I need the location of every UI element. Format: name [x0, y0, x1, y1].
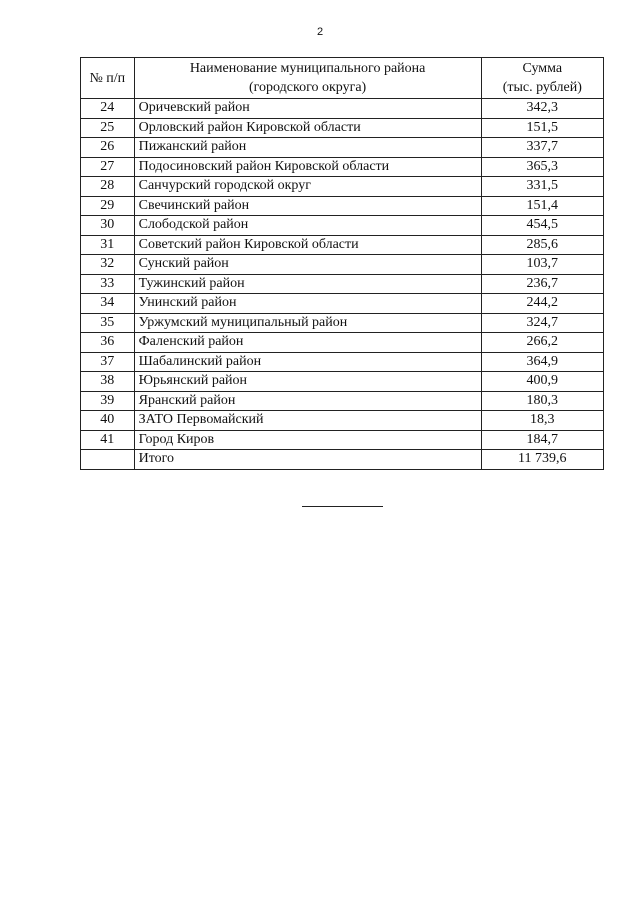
- row-sum: 324,7: [481, 313, 603, 333]
- row-district-name: Орловский район Кировской области: [134, 118, 481, 138]
- header-district-name: [134, 58, 481, 99]
- table-row: [81, 99, 604, 119]
- table-row: [81, 255, 604, 275]
- row-sum: 285,6: [481, 235, 603, 255]
- table-row: [81, 177, 604, 197]
- table-row: [81, 118, 604, 138]
- header-number: № п/п: [81, 58, 135, 99]
- table-row: [81, 372, 604, 392]
- row-district-name: Санчурский городской округ: [134, 177, 481, 197]
- row-sum: 244,2: [481, 294, 603, 314]
- row-sum: 342,3: [481, 99, 603, 119]
- row-district-name: Унинский район: [134, 294, 481, 314]
- total-label: Итого: [134, 450, 481, 470]
- table-row: [81, 430, 604, 450]
- closing-separator-line: [302, 506, 383, 507]
- row-number: 29: [81, 196, 135, 216]
- table-row: [81, 333, 604, 353]
- row-sum: 400,9: [481, 372, 603, 392]
- table-total-row: [81, 450, 604, 470]
- row-sum: 364,9: [481, 352, 603, 372]
- table-row: [81, 313, 604, 333]
- row-district-name: Шабалинский район: [134, 352, 481, 372]
- row-number: 27: [81, 157, 135, 177]
- row-district-name: Свечинский район: [134, 196, 481, 216]
- row-district-name: Фаленский район: [134, 333, 481, 353]
- allocation-table: [80, 57, 604, 470]
- row-sum: 151,4: [481, 196, 603, 216]
- row-sum: 337,7: [481, 138, 603, 158]
- row-district-name: Уржумский муниципальный район: [134, 313, 481, 333]
- header-district-name-line1: Наименование муниципального района: [189, 61, 426, 76]
- total-number: [81, 450, 135, 470]
- table-header-row: [81, 58, 604, 99]
- row-number: 39: [81, 391, 135, 411]
- row-number: 28: [81, 177, 135, 197]
- row-number: 36: [81, 333, 135, 353]
- table-row: [81, 294, 604, 314]
- table-row: [81, 216, 604, 236]
- row-sum: 103,7: [481, 255, 603, 275]
- row-number: 37: [81, 352, 135, 372]
- row-sum: 184,7: [481, 430, 603, 450]
- table-row: [81, 196, 604, 216]
- row-number: 30: [81, 216, 135, 236]
- header-sum-line1: Сумма: [522, 61, 563, 76]
- row-sum: 365,3: [481, 157, 603, 177]
- row-district-name: Яранский район: [134, 391, 481, 411]
- header-sum-line2: (тыс. рублей): [502, 80, 582, 95]
- row-district-name: Пижанский район: [134, 138, 481, 158]
- row-number: 24: [81, 99, 135, 119]
- row-number: 26: [81, 138, 135, 158]
- total-sum: 11 739,6: [481, 450, 603, 470]
- table-row: [81, 157, 604, 177]
- table-row: [81, 391, 604, 411]
- row-sum: 18,3: [481, 411, 603, 431]
- row-district-name: Сунский район: [134, 255, 481, 275]
- row-district-name: Советский район Кировской области: [134, 235, 481, 255]
- table-row: [81, 274, 604, 294]
- row-district-name: Оричевский район: [134, 99, 481, 119]
- table-row: [81, 411, 604, 431]
- row-district-name: ЗАТО Первомайский: [134, 411, 481, 431]
- row-sum: 454,5: [481, 216, 603, 236]
- table-body: [81, 99, 604, 470]
- row-sum: 180,3: [481, 391, 603, 411]
- table-row: [81, 235, 604, 255]
- row-number: 33: [81, 274, 135, 294]
- row-sum: 331,5: [481, 177, 603, 197]
- table-row: [81, 352, 604, 372]
- row-district-name: Слободской район: [134, 216, 481, 236]
- row-district-name: Юрьянский район: [134, 372, 481, 392]
- row-sum: 236,7: [481, 274, 603, 294]
- row-number: 35: [81, 313, 135, 333]
- header-sum: [481, 58, 603, 99]
- row-number: 25: [81, 118, 135, 138]
- row-number: 40: [81, 411, 135, 431]
- row-number: 38: [81, 372, 135, 392]
- row-district-name: Город Киров: [134, 430, 481, 450]
- table-row: [81, 138, 604, 158]
- row-number: 41: [81, 430, 135, 450]
- row-number: 32: [81, 255, 135, 275]
- row-sum: 266,2: [481, 333, 603, 353]
- row-sum: 151,5: [481, 118, 603, 138]
- row-number: 34: [81, 294, 135, 314]
- row-district-name: Тужинский район: [134, 274, 481, 294]
- row-number: 31: [81, 235, 135, 255]
- row-district-name: Подосиновский район Кировской области: [134, 157, 481, 177]
- page-number: 2: [316, 26, 324, 38]
- header-district-name-line2: (городского округа): [248, 80, 367, 95]
